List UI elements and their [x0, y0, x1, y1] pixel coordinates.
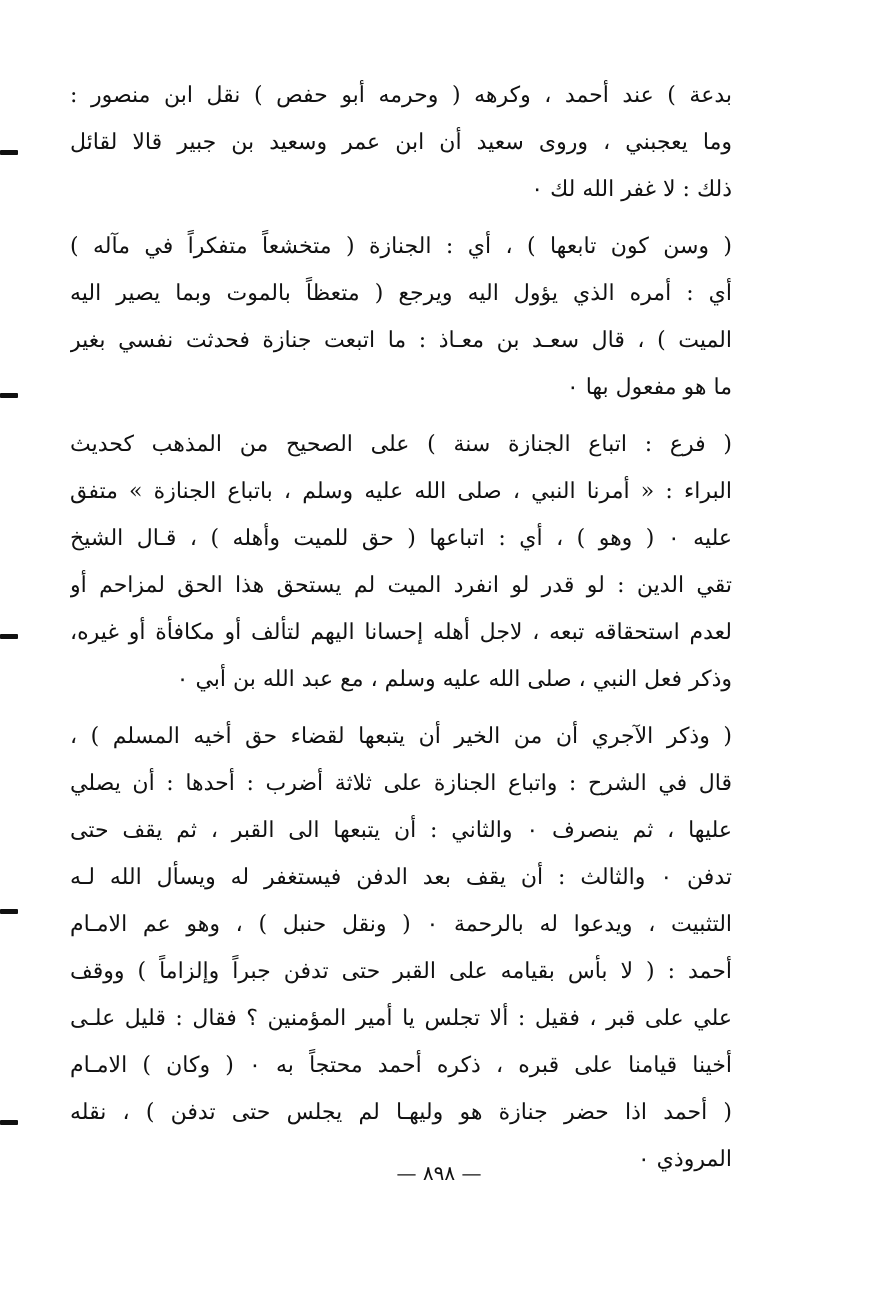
text-line: أحمد : ( لا بأس بقيامه على القبر حتى تدفن جبراً وإلزاماً ) ووقف — [70, 959, 732, 984]
text-line: ( فرع : اتباع الجنازة سنة ) على الصحيح من المذهب كحديث — [70, 432, 732, 457]
text-line: وما يعجبني ، وروى سعيد أن ابن عمر وسعيد بن جبير قالا لقائل — [70, 130, 732, 155]
text-line: علي على قبر ، فقيل : ألا تجلس يا أمير المؤمنين ؟ فقال : قليل علـى — [70, 1006, 732, 1031]
text-line: التثبيت ، ويدعوا له بالرحمة ٠ ( ونقل حنبل ) ، وهو عم الامـام — [70, 912, 732, 937]
page-number: — ٨٩٨ — — [396, 1161, 482, 1185]
text-line: ( وسن كون تابعها ) ، أي : الجنازة ( متخشعاً متفكراً في مآله ) — [70, 234, 732, 259]
document-body — [70, 72, 732, 1193]
paragraph-2 — [70, 223, 732, 411]
text-line: وذكر فعل النبي ، صلى الله عليه وسلم ، مع عبد الله بن أبي ٠ — [176, 667, 732, 692]
text-line: أي : أمره الذي يؤول اليه ويرجع ( متعظاً بالموت وبما يصير اليه — [70, 281, 732, 306]
margin-mark — [0, 634, 18, 639]
text-line: لعدم استحقاقه تبعه ، لاجل أهله إحسانا اليهم لتألف أو مكافأة أو غيره، — [70, 620, 732, 645]
text-line: الميت ) ، قال سعـد بن معـاذ : ما اتبعت جنازة فحدثت نفسي بغير — [70, 328, 732, 353]
text-line: البراء : « أمرنا النبي ، صلى الله عليه وسلم ، باتباع الجنازة » متفق — [70, 479, 732, 504]
text-line: ذلك : لا غفر الله لك ٠ — [531, 177, 732, 202]
text-line: بدعة ) عند أحمد ، وكرهه ( وحرمه أبو حفص ) نقل ابن منصور : — [70, 83, 732, 108]
text-line: قال في الشرح : واتباع الجنازة على ثلاثة أضرب : أحدها : أن يصلي — [70, 771, 732, 796]
text-line: المروذي ٠ — [637, 1147, 732, 1172]
paragraph-3 — [70, 421, 732, 703]
margin-mark — [0, 1120, 18, 1125]
text-line: ما هو مفعول بها ٠ — [566, 375, 732, 400]
margin-mark — [0, 150, 18, 155]
margin-mark — [0, 909, 18, 914]
text-line: عليه ٠ ( وهو ) ، أي : اتباعها ( حق للميت وأهله ) ، قـال الشيخ — [70, 526, 732, 551]
margin-mark — [0, 393, 18, 398]
text-line: عليها ، ثم ينصرف ٠ والثاني : أن يتبعها الى القبر ، ثم يقف حتى — [70, 818, 732, 843]
text-line: تدفن ٠ والثالث : أن يقف بعد الدفن فيستغفر له ويسأل الله لـه — [70, 865, 732, 890]
text-line: تقي الدين : لو قدر لو انفرد الميت لم يستحق هذا الحق لمزاحم أو — [70, 573, 732, 598]
text-line: ( أحمد اذا حضر جنازة هو وليهـا لم يجلس حتى تدفن ) ، نقله — [70, 1100, 732, 1125]
text-line: أخينا قيامنا على قبره ، ذكره أحمد محتجاً به ٠ ( وكان ) الامـام — [70, 1053, 732, 1078]
paragraph-1 — [70, 72, 732, 213]
paragraph-4 — [70, 713, 732, 1183]
text-line: ( وذكر الآجري أن من الخير أن يتبعها لقضاء حق أخيه المسلم ) ، — [70, 724, 732, 749]
